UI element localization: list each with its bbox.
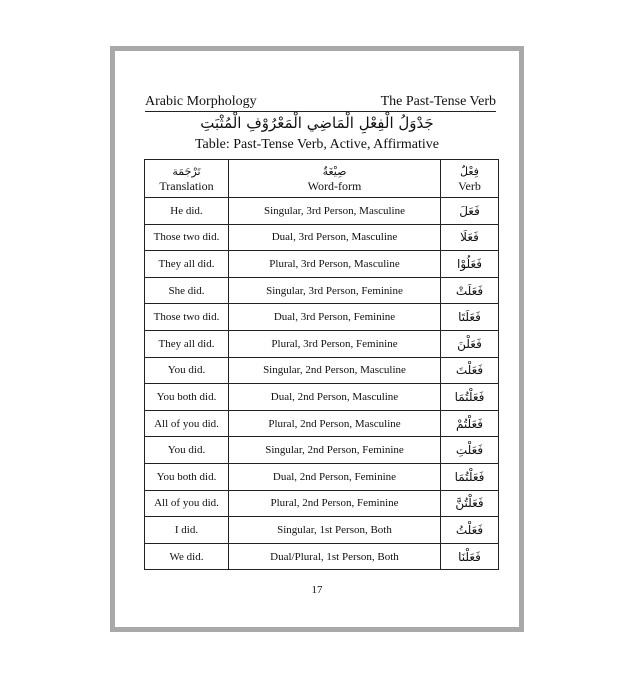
table-row bbox=[145, 543, 499, 570]
word-form-cell: Dual, 2nd Person, Masculine bbox=[229, 384, 441, 411]
translation-cell: I did. bbox=[145, 517, 229, 544]
translation-cell: You both did. bbox=[145, 463, 229, 490]
header-word-form bbox=[229, 160, 441, 198]
word-form-cell: Singular, 3rd Person, Masculine bbox=[229, 198, 441, 225]
table-row bbox=[145, 490, 499, 517]
word-form-cell: Plural, 2nd Person, Masculine bbox=[229, 410, 441, 437]
translation-cell: He did. bbox=[145, 198, 229, 225]
word-form-cell: Dual, 2nd Person, Feminine bbox=[229, 463, 441, 490]
word-form-cell: Plural, 3rd Person, Masculine bbox=[229, 251, 441, 278]
header-translation-english: Translation bbox=[159, 178, 214, 193]
translation-cell: You both did. bbox=[145, 384, 229, 411]
translation-cell: They all did. bbox=[145, 330, 229, 357]
verb-cell: فَعَلَتْ bbox=[441, 277, 499, 304]
table-row bbox=[145, 277, 499, 304]
table-row bbox=[145, 357, 499, 384]
verb-cell: فَعَلْتُمْ bbox=[441, 410, 499, 437]
header-verb-english: Verb bbox=[458, 178, 481, 193]
arabic-table-title: جَدْوَلُ الْفِعْلِ الْمَاضِي الْمَعْرُوْفِ الْمُثْبَتِ bbox=[200, 114, 434, 132]
translation-cell: They all did. bbox=[145, 251, 229, 278]
table-row bbox=[145, 330, 499, 357]
verb-cell: فَعَلْتِ bbox=[441, 437, 499, 464]
table-row bbox=[145, 198, 499, 225]
header-translation bbox=[145, 160, 229, 198]
word-form-cell: Dual, 3rd Person, Feminine bbox=[229, 304, 441, 331]
table-row bbox=[145, 463, 499, 490]
translation-cell: You did. bbox=[145, 357, 229, 384]
word-form-cell: Dual/Plural, 1st Person, Both bbox=[229, 543, 441, 570]
verb-cell: فَعَلْنَا bbox=[441, 543, 499, 570]
word-form-cell: Singular, 2nd Person, Masculine bbox=[229, 357, 441, 384]
table-row bbox=[145, 410, 499, 437]
word-form-cell: Singular, 3rd Person, Feminine bbox=[229, 277, 441, 304]
translation-cell: She did. bbox=[145, 277, 229, 304]
table-caption: Table: Past-Tense Verb, Active, Affirmative bbox=[194, 137, 439, 152]
verb-cell: فَعَلْتُمَا bbox=[441, 384, 499, 411]
verb-cell: فَعَلَا bbox=[441, 224, 499, 251]
table-row bbox=[145, 251, 499, 278]
header-verb bbox=[441, 160, 499, 198]
page-number: 17 bbox=[311, 584, 323, 596]
translation-cell: All of you did. bbox=[145, 490, 229, 517]
translation-cell: You did. bbox=[145, 437, 229, 464]
translation-cell: Those two did. bbox=[145, 304, 229, 331]
header-verb-arabic: فِعْلٌ bbox=[460, 164, 479, 178]
word-form-cell: Singular, 2nd Person, Feminine bbox=[229, 437, 441, 464]
word-form-cell: Plural, 3rd Person, Feminine bbox=[229, 330, 441, 357]
table-row bbox=[145, 304, 499, 331]
verb-table bbox=[144, 159, 499, 570]
verb-cell: فَعَلَتَا bbox=[441, 304, 499, 331]
translation-cell: We did. bbox=[145, 543, 229, 570]
verb-cell: فَعَلْتُمَا bbox=[441, 463, 499, 490]
table-row bbox=[145, 517, 499, 544]
table-row bbox=[145, 384, 499, 411]
table-header-row bbox=[145, 160, 499, 198]
table-row bbox=[145, 437, 499, 464]
verb-cell: فَعَلْتَ bbox=[441, 357, 499, 384]
header-word-form-english: Word-form bbox=[307, 178, 362, 193]
translation-cell: All of you did. bbox=[145, 410, 229, 437]
table-row bbox=[145, 224, 499, 251]
running-header bbox=[145, 91, 496, 112]
word-form-cell: Plural, 2nd Person, Feminine bbox=[229, 490, 441, 517]
word-form-cell: Singular, 1st Person, Both bbox=[229, 517, 441, 544]
verb-cell: فَعَلَ bbox=[441, 198, 499, 225]
header-chapter-title: The Past-Tense Verb bbox=[380, 94, 496, 109]
verb-cell: فَعَلْتُ bbox=[441, 517, 499, 544]
header-translation-arabic: تَرْجَمَة bbox=[172, 164, 201, 178]
header-word-form-arabic: صِيْغَةٌ bbox=[322, 164, 347, 178]
verb-cell: فَعَلْتُنَّ bbox=[441, 490, 499, 517]
header-book-title: Arabic Morphology bbox=[145, 94, 257, 109]
translation-cell: Those two did. bbox=[145, 224, 229, 251]
word-form-cell: Dual, 3rd Person, Masculine bbox=[229, 224, 441, 251]
verb-cell: فَعَلُوْا bbox=[441, 251, 499, 278]
verb-cell: فَعَلْنَ bbox=[441, 330, 499, 357]
book-page bbox=[110, 46, 524, 632]
